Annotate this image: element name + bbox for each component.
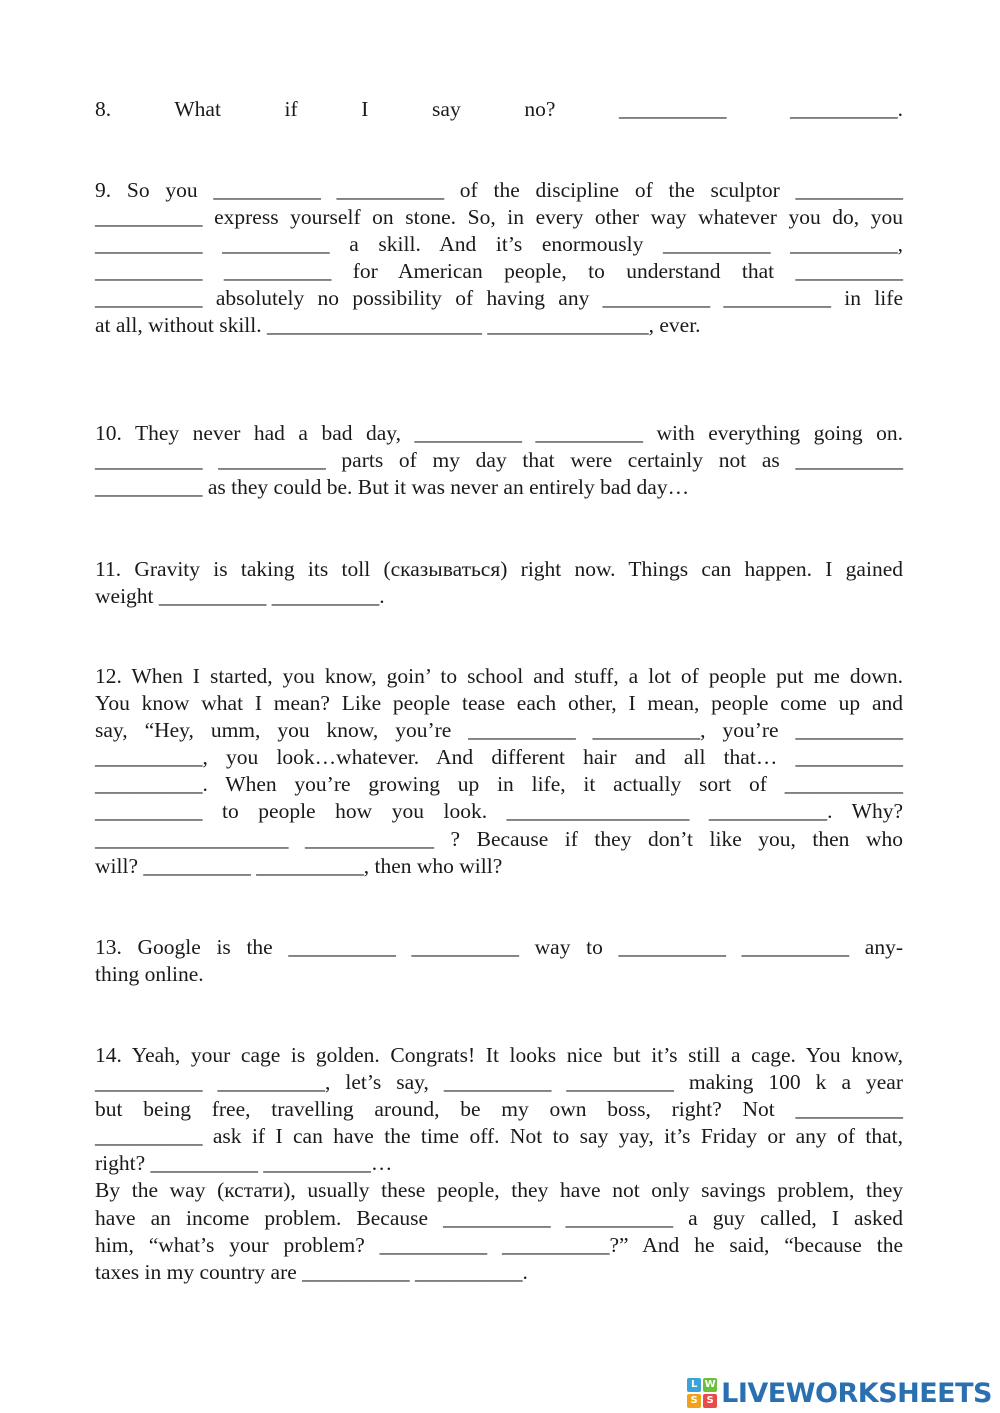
- exercise-10: [95, 420, 903, 501]
- exercise-12: [95, 663, 903, 880]
- exercise-line: __________ express yourself on stone. So, in every other way whatever you do, you: [95, 205, 903, 230]
- exercise-line: will? __________ __________, then who will?: [95, 853, 503, 878]
- exercise-line: __________ to people how you look. _________________ ___________. Why?: [95, 799, 903, 824]
- exercise-line: __________, you look…whatever. And different hair and all that… __________: [95, 745, 903, 770]
- exercise-line: have an income problem. Because __________ __________ a guy called, I asked: [95, 1205, 903, 1230]
- exercise-line: at all, without skill. ____________________ _______________, ever.: [95, 313, 701, 338]
- exercise-line: __________ as they could be. But it was never an entirely bad day…: [95, 475, 690, 500]
- exercise-8: [95, 96, 903, 123]
- exercise-11: [95, 556, 903, 610]
- liveworksheets-logo[interactable]: [687, 1376, 992, 1410]
- exercise-line: __________ __________ for American people, to understand that __________: [95, 259, 903, 284]
- logo-badge-letter: S: [687, 1394, 701, 1408]
- exercise-9: [95, 177, 903, 340]
- logo-badge-letter: W: [704, 1379, 716, 1390]
- exercise-line: __________ __________, let’s say, __________ __________ making 100 k a year: [95, 1070, 903, 1095]
- exercise-line: 10. They never had a bad day, __________ __________ with everything going on.: [95, 421, 903, 445]
- exercise-line: right? __________ __________…: [95, 1151, 393, 1176]
- exercise-line: 13. Google is the __________ __________ way to __________ __________ any-: [95, 935, 903, 959]
- exercise-line: __________ __________ a skill. And it’s enormously __________ __________,: [95, 232, 903, 257]
- exercise-line: taxes in my country are __________ __________.: [95, 1259, 528, 1284]
- exercise-line: thing online.: [95, 962, 204, 987]
- exercise-line: __________ ask if I can have the time off. Not to say yay, it’s Friday or any of that,: [95, 1124, 903, 1149]
- exercise-line: By the way (кстати), usually these people, they have not only savings problem, they: [95, 1178, 903, 1203]
- exercise-line: 8. What if I say no? __________ __________.: [95, 97, 903, 121]
- exercise-13: [95, 934, 903, 988]
- exercise-line: __________________ ____________ ? Because if they don’t like you, then who: [95, 826, 903, 851]
- logo-badge-letter: S: [703, 1394, 717, 1408]
- exercise-line: __________ __________ parts of my day that were certainly not as __________: [95, 448, 903, 473]
- exercise-14: [95, 1042, 903, 1286]
- exercise-line: 9. So you __________ __________ of the discipline of the sculptor __________: [95, 178, 903, 202]
- exercise-line: but being free, travelling around, be my own boss, right? Not __________: [95, 1097, 903, 1122]
- exercise-line: 11. Gravity is taking its toll (сказываться) right now. Things can happen. I gained: [95, 557, 903, 581]
- liveworksheets-logo-icon: [687, 1378, 717, 1408]
- exercise-line: You know what I mean? Like people tease each other, I mean, people come up and: [95, 691, 903, 716]
- exercise-line: weight __________ __________.: [95, 584, 385, 609]
- exercise-line: 14. Yeah, your cage is golden. Congrats! It looks nice but it’s still a cage. You know,: [95, 1043, 903, 1067]
- logo-badge-letter: L: [687, 1378, 701, 1392]
- logo-text: LIVEWORKSHEETS: [721, 1377, 992, 1409]
- exercise-line: 12. When I started, you know, goin’ to school and stuff, a lot of people put me down.: [95, 664, 903, 688]
- exercise-line: say, “Hey, umm, you know, you’re __________ __________, you’re __________: [95, 718, 903, 743]
- exercise-line: __________. When you’re growing up in life, it actually sort of ___________: [95, 772, 903, 797]
- exercise-line: __________ absolutely no possibility of having any __________ __________ in life: [95, 286, 903, 311]
- exercise-line: him, “what’s your problem? __________ __________?” And he said, “because the: [95, 1232, 903, 1257]
